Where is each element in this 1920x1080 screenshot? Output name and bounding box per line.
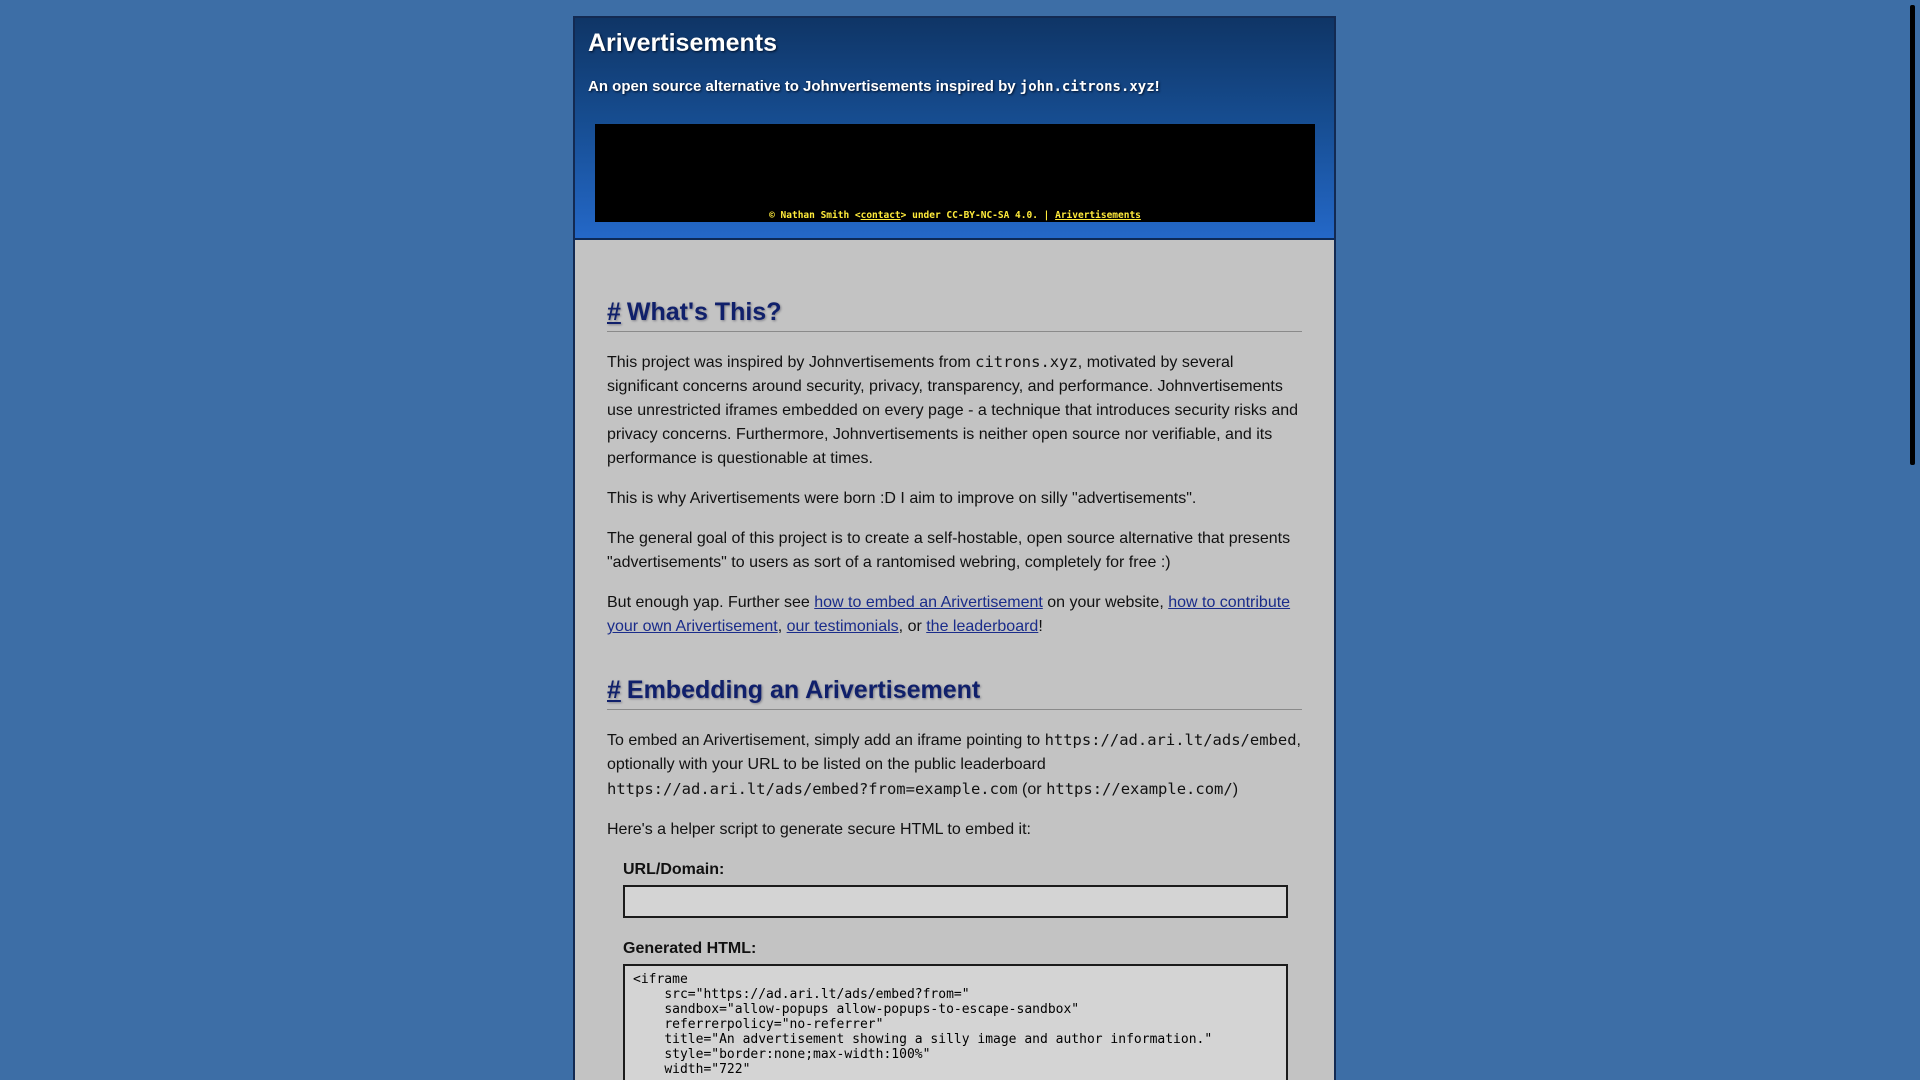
text-span: on your website, [1042, 594, 1169, 611]
heading-text: What's This? [626, 298, 782, 326]
text-span: To embed an Arivertisement, simply add an iframe pointing to [607, 732, 1045, 749]
embed-helper-form [623, 858, 1288, 1080]
text-span: , [777, 618, 787, 635]
text-span: ! [1038, 618, 1043, 635]
embed-link[interactable]: how to embed an Arivertisement [814, 594, 1043, 611]
helper-intro: Here's a helper script to generate secure HTML to embed it: [607, 821, 1031, 838]
ad-site-link[interactable]: Arivertisements [1055, 210, 1141, 221]
ad-credit-prefix: © Nathan Smith < [769, 210, 861, 221]
goal-paragraph: The general goal of this project is to create a self-hostable, open source alternative that presents "advertisements" to users as sort of a rantomised webring, completely for free :) [607, 530, 1291, 571]
heading-embedding [607, 675, 1302, 710]
text-span: (or [1017, 781, 1047, 798]
heading-text: Embedding an Arivertisement [626, 676, 981, 704]
leaderboard-link[interactable]: the leaderboard [926, 618, 1039, 635]
page-scrollbar[interactable] [1905, 0, 1920, 1080]
inline-code: https://ad.ari.lt/ads/embed?from=example.com [607, 780, 1018, 798]
text-span: , motivated by several significant concerns around security, privacy, transparency, and performance. Johnvertisements use unrestricted iframes embedded on every page - a technique that introduces security risks and privacy concerns. Furthermore, Johnvertisements is neither open source nor verifiable, and its performance is questionable at times. [607, 354, 1299, 467]
ad-banner[interactable] [595, 124, 1315, 222]
generated-html-label: Generated HTML: [623, 940, 757, 957]
site-title: Arivertisements [588, 29, 777, 57]
inline-code: https://ad.ari.lt/ads/embed [1044, 731, 1297, 749]
ad-credit-middle: > under CC-BY-NC-SA 4.0. | [900, 210, 1056, 221]
subtitle-code: john.citrons.xyz [1019, 79, 1155, 95]
main-content [575, 297, 1334, 1080]
url-input[interactable] [623, 885, 1288, 918]
testimonials-link[interactable]: our testimonials [786, 618, 899, 635]
subtitle-text: An open source alternative to Johnvertisements inspired by [588, 78, 1020, 95]
url-label: URL/Domain: [623, 861, 725, 878]
text-span: , optionally with your URL to be listed on the public leaderboard [607, 732, 1301, 773]
inline-code: citrons.xyz [975, 353, 1078, 371]
generated-html-output[interactable] [623, 964, 1288, 1080]
text-span: , or [898, 618, 927, 635]
text-span: ) [1232, 781, 1239, 798]
page-container [573, 16, 1336, 1080]
embed-instructions [607, 728, 1302, 802]
heading-anchor-link[interactable]: # [607, 298, 621, 326]
why-paragraph: This is why Arivertisements were born :D I aim to improve on silly "advertisements". [607, 490, 1197, 507]
scrollbar-thumb[interactable] [1910, 5, 1915, 465]
contribute-link[interactable]: how to contribute your own Arivertisement [607, 594, 1291, 635]
ad-credit [595, 210, 1315, 221]
site-header [575, 18, 1334, 240]
heading-whats-this [607, 297, 1302, 332]
text-span: This project was inspired by Johnvertisements from [607, 354, 976, 371]
inline-code: https://example.com/ [1046, 780, 1233, 798]
text-span: But enough yap. Further see [607, 594, 815, 611]
heading-anchor-link[interactable]: # [607, 676, 621, 704]
further-paragraph [607, 591, 1302, 639]
site-subtitle [588, 77, 1321, 97]
subtitle-end: ! [1154, 78, 1160, 95]
intro-paragraph [607, 350, 1302, 471]
ad-contact-link[interactable]: contact [860, 210, 901, 221]
